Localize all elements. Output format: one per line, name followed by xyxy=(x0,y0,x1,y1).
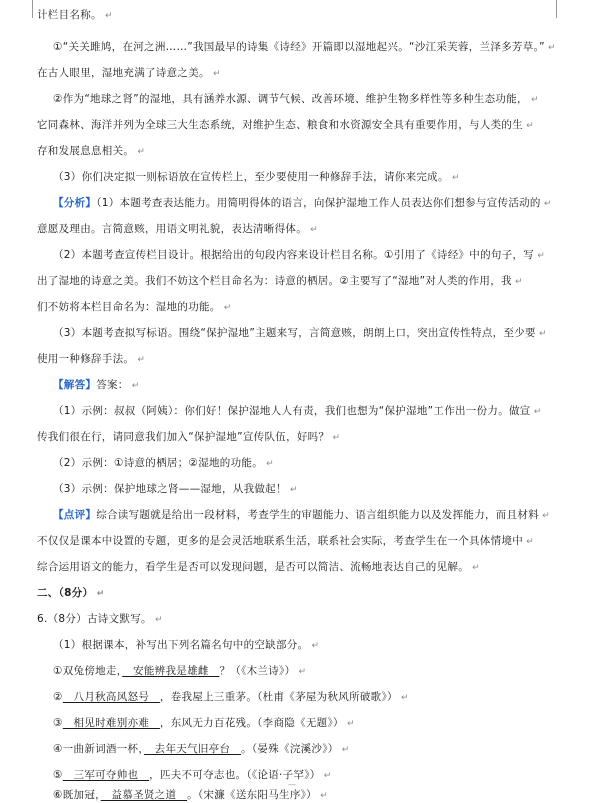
paragraph-mark: ↵ xyxy=(295,667,307,677)
crop-mark xyxy=(14,0,33,18)
line-text: （3）你们决定拟一则标语放在宣传栏上，至少要使用一种修辞手法，请你来完成。 xyxy=(53,171,449,183)
paragraph-mark: ↵ xyxy=(220,303,232,313)
line-text: （2）示例：①诗意的栖居；②湿地的功能。 xyxy=(53,457,264,469)
line-text: ② xyxy=(53,691,63,703)
answer-blank: 安能辨我是雄雌 xyxy=(122,665,220,677)
text-line xyxy=(37,274,567,289)
line-text: 出了湿地的诗意之美。我们不妨这个栏目命名为：诗意的栖居。②主要写了“湿地”对人类的作用，我 xyxy=(37,275,512,287)
text-line xyxy=(53,638,567,653)
paragraph-mark: ↵ xyxy=(134,355,146,365)
text-line xyxy=(53,170,567,185)
paragraph-mark: ↵ xyxy=(329,433,341,443)
text-line xyxy=(37,430,567,445)
answer-blank: 相见时难别亦难 xyxy=(62,717,160,729)
line-text: 它同森林、海洋并列为全球三大生态系统，对维护生态、粮食和水资源安全具有重要作用，与人类的生 xyxy=(37,119,523,131)
line-text: 意愿及理由。言简意赅，用语文明礼貌，表达清晰得体。 xyxy=(37,223,307,235)
line-text: 们不妨将本栏目命名为：湿地的功能。 xyxy=(37,301,221,313)
text-line xyxy=(53,196,567,211)
section-tag: 【分析】 xyxy=(53,197,97,209)
text-line xyxy=(53,40,567,55)
line-text: （1）根据课本，补写出下列名篇名句中的空缺部分。 xyxy=(53,639,309,651)
text-line xyxy=(37,560,567,575)
paragraph-mark: ↵ xyxy=(534,251,546,261)
paragraph-mark: ↵ xyxy=(530,407,542,417)
line-text: ？（《木兰诗》） xyxy=(219,665,296,677)
text-line xyxy=(53,742,567,757)
paragraph-mark: ↵ xyxy=(308,641,320,651)
text-line xyxy=(37,66,567,81)
paragraph-mark: ↵ xyxy=(134,147,146,157)
paragraph-mark: ↵ xyxy=(343,719,355,729)
line-text: 6.（8分）古诗文默写。 xyxy=(37,613,152,625)
line-text: ④一曲新词酒一杯， xyxy=(53,743,144,755)
paragraph-mark: ↵ xyxy=(93,589,105,599)
paragraph-mark: ↵ xyxy=(511,277,523,287)
text-line xyxy=(37,352,567,367)
line-text: ③ xyxy=(53,717,63,729)
line-text: ，卷我屋上三重茅。（杜甫《茅屋为秋风所破歌》） xyxy=(159,691,398,703)
line-text: 综合读写题就是给出一段材料，考查学生的审题能力、语言组织能力以及发挥能力，而且材料 xyxy=(96,509,540,521)
line-text: ，东风无力百花残。（李商隐《无题》） xyxy=(159,717,344,729)
text-line xyxy=(37,586,567,601)
text-line xyxy=(37,612,567,627)
line-text: （3）本题考查拟写标语。围绕“保护湿地”主题来写，言简意赅，朗朗上口，突出宣传性特点，至少要 xyxy=(53,327,536,339)
text-line xyxy=(53,690,567,705)
line-text: ①双兔傍地走， xyxy=(53,665,123,677)
paragraph-mark: ↵ xyxy=(540,199,552,209)
line-text: 二、（8分） xyxy=(37,587,94,599)
text-line xyxy=(53,768,567,783)
page-number: — xyxy=(288,780,296,789)
line-text: （2）本题考查宣传栏目设计。根据给出的句段内容来设计栏目名称。①引用了《诗经》中的句子，写 xyxy=(53,249,535,261)
paragraph-mark: ↵ xyxy=(523,121,535,131)
line-text: （1）本题考查表达能力。用简明得体的语言，向保护湿地工作人员表达你们想参与宣传活动的 xyxy=(96,197,541,209)
text-line xyxy=(37,534,567,549)
line-text: ⑥既加冠， xyxy=(53,789,101,801)
text-line xyxy=(53,664,567,679)
paragraph-mark: ↵ xyxy=(523,537,535,547)
text-line xyxy=(37,222,567,237)
line-text: 综合运用语文的能力，看学生是否可以发现问题，是否可以简洁、流畅地表达自己的见解。 xyxy=(37,561,469,573)
text-line xyxy=(53,404,567,419)
text-line xyxy=(53,508,567,523)
line-text: 在古人眼里，湿地充满了诗意之美。 xyxy=(37,67,210,79)
text-line xyxy=(53,378,567,393)
text-line xyxy=(53,92,567,107)
answer-blank: 八月秋高风怒号 xyxy=(62,691,160,703)
text-line xyxy=(53,248,567,263)
paragraph-mark: ↵ xyxy=(101,11,113,21)
paragraph-mark: ↵ xyxy=(448,173,460,183)
text-line xyxy=(37,8,567,23)
line-text: ⑤ xyxy=(53,769,63,781)
text-line xyxy=(37,118,567,133)
line-text: ①“关关雎鸠，在河之洲……”我国最早的诗集《诗经》开篇即以湿地起兴。“沙江采芙蓉，兰泽多芳草。” xyxy=(53,41,545,53)
line-text: 答案： xyxy=(96,379,129,391)
paragraph-mark: ↵ xyxy=(209,69,221,79)
line-text: 。（晏殊《浣溪沙》） xyxy=(241,743,339,755)
line-text: 。（宋濂《送东阳马生序》） xyxy=(187,789,317,801)
paragraph-mark: ↵ xyxy=(316,791,328,801)
answer-blank: 去年天气旧亭台 xyxy=(143,743,242,755)
text-line xyxy=(53,326,567,341)
line-text: ，匹夫不可夺志也。（《论语·子罕》） xyxy=(149,769,321,781)
line-text: 存和发展息息相关。 xyxy=(37,145,135,157)
paragraph-mark: ↵ xyxy=(128,381,140,391)
paragraph-mark: ↵ xyxy=(539,511,551,521)
line-text: （3）示例：保护地球之肾——湿地，从我做起！ xyxy=(53,483,287,495)
paragraph-mark: ↵ xyxy=(535,329,547,339)
text-line xyxy=(53,456,567,471)
line-text: 计栏目名称。 xyxy=(37,9,102,21)
paragraph-mark: ↵ xyxy=(151,615,163,625)
line-text: 传我们很在行，请同意我们加入“保护湿地”宣传队伍，好吗？ xyxy=(37,431,330,443)
paragraph-mark: ↵ xyxy=(307,225,319,235)
paragraph-mark: ↵ xyxy=(338,745,350,755)
line-text: （1）示例：叔叔（阿姨）：你们好！保护湿地人人有责，我们也想为“保护湿地”工作出一份力。做宣 xyxy=(53,405,531,417)
line-text: 不仅仅是课本中设置的专题，更多的是会灵活地联系生活，联系社会实际，考查学生在一个具体情境中 xyxy=(37,535,523,547)
answer-blank: 三军可夺帅也 xyxy=(62,769,150,781)
line-text: 使用一种修辞手法。 xyxy=(37,353,135,365)
answer-blank: 益慕圣贤之道 xyxy=(100,789,188,801)
paragraph-mark: ↵ xyxy=(286,485,298,495)
text-line xyxy=(37,300,567,315)
text-line xyxy=(53,482,567,497)
section-tag: 【解答】 xyxy=(53,379,97,391)
paragraph-mark: ↵ xyxy=(320,771,332,781)
text-line xyxy=(37,144,567,159)
paragraph-mark: ↵ xyxy=(527,95,539,105)
text-line xyxy=(53,788,567,803)
paragraph-mark: ↵ xyxy=(544,43,556,53)
line-text: ②作为“地球之肾”的湿地，具有涵养水源、调节气候、改善环境、维护生物多样性等多种生态功能， xyxy=(53,93,528,105)
text-line xyxy=(53,716,567,731)
paragraph-mark: ↵ xyxy=(263,459,275,469)
paragraph-mark: ↵ xyxy=(469,563,481,573)
section-tag: 【点评】 xyxy=(53,509,97,521)
paragraph-mark: ↵ xyxy=(397,693,409,703)
